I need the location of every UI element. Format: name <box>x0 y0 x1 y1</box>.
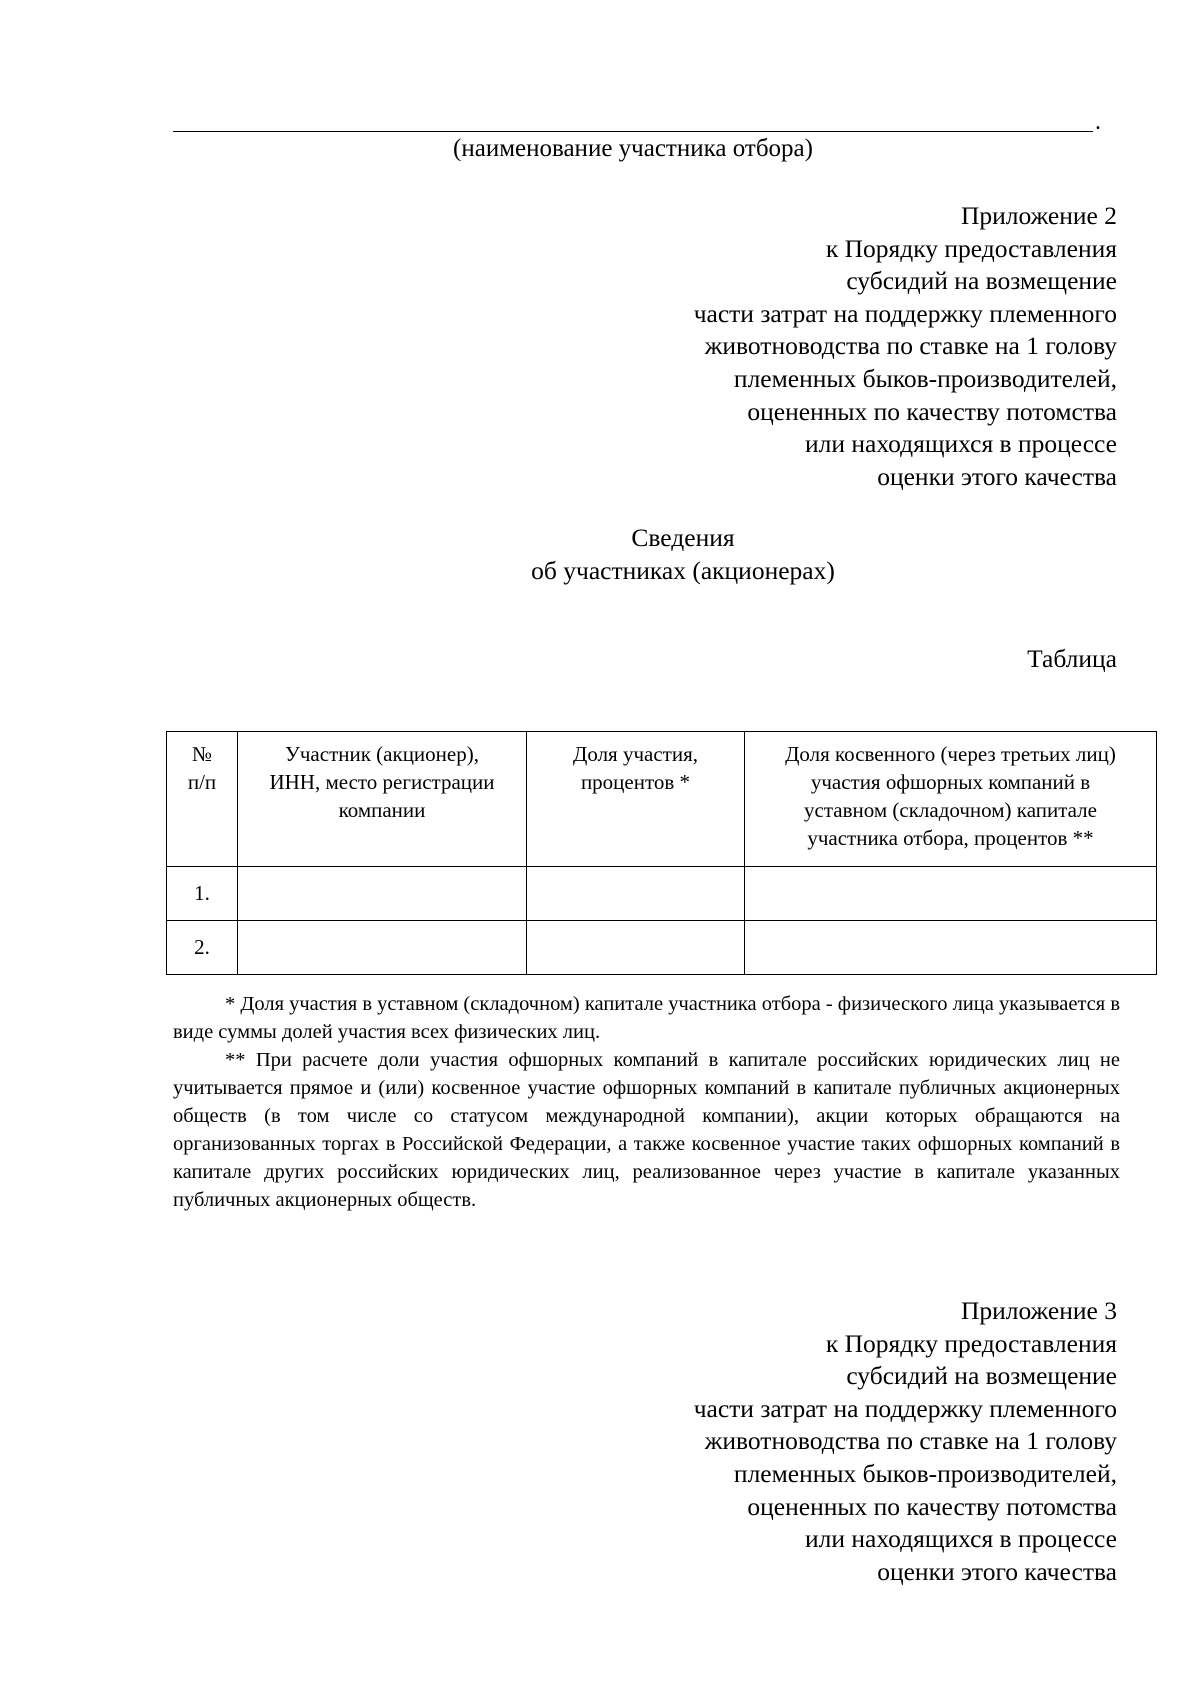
table-header-row <box>167 732 1157 867</box>
header-cell-share: Доля участия, процентов * <box>527 732 745 867</box>
underline-end-period: . <box>1095 109 1101 135</box>
appendix-2-line: или находящихся в процессе <box>804 429 1117 459</box>
appendix-3-line: или находящихся в процессе <box>804 1524 1117 1554</box>
offshore-share-cell <box>745 867 1157 921</box>
header-cell-participant: Участник (акционер), ИНН, место регистрации компании <box>238 732 527 867</box>
footnotes <box>173 990 1120 1214</box>
document-title-line-2: об участниках (акционерах) <box>531 555 835 585</box>
share-cell <box>527 921 745 975</box>
appendix-2-line: Приложение 2 <box>961 201 1117 230</box>
appendix-3-line: к Порядку предоставления <box>825 1328 1117 1358</box>
appendix-3-line: оценки этого качества <box>877 1556 1117 1586</box>
table-label: Таблица <box>1027 644 1117 673</box>
appendix-3-heading <box>520 1295 1117 1588</box>
appendix-2-line: к Порядку предоставления <box>825 233 1117 263</box>
share-cell <box>527 867 745 921</box>
document-title <box>173 522 1193 587</box>
participants-table <box>166 731 1157 975</box>
appendix-3-line: оцененных по качеству потомства <box>747 1491 1117 1521</box>
footnote-single-asterisk: * Доля участия в уставном (складочном) капитале участника отбора - физического лица указывается в виде суммы долей участия всех физических лиц. <box>173 993 1120 1043</box>
header-cell-offshore-share: Доля косвенного (через третьих лиц) участия офшорных компаний в уставном (складочном) капитале участника отбора, процентов ** <box>745 732 1157 867</box>
header-cell-number: № п/п <box>167 732 238 867</box>
table-row <box>167 921 1157 975</box>
table-row <box>167 867 1157 921</box>
appendix-3-line: части затрат на поддержку племенного <box>693 1393 1117 1423</box>
appendix-3-line: племенных быков-производителей, <box>733 1458 1117 1488</box>
appendix-2-line: оценки этого качества <box>877 461 1117 491</box>
appendix-2-line: племенных быков-производителей, <box>733 363 1117 393</box>
appendix-3-line: Приложение 3 <box>961 1296 1117 1325</box>
offshore-share-cell <box>745 921 1157 975</box>
appendix-3-line: животноводства по ставке на 1 голову <box>704 1426 1117 1456</box>
document-title-line-1: Сведения <box>631 523 735 552</box>
participant-cell <box>238 867 527 921</box>
appendix-2-heading <box>520 200 1117 493</box>
participant-cell <box>238 921 527 975</box>
appendix-2-line: части затрат на поддержку племенного <box>693 298 1117 328</box>
appendix-2-line: субсидий на возмещение <box>846 266 1117 296</box>
participant-name-caption: (наименование участника отбора) <box>453 135 813 162</box>
footnote-double-asterisk: ** При расчете доли участия офшорных компаний в капитале российских юридических лиц не учитывается прямое и (или) косвенное участие офшорных компаний в капитале публичных акционерных обществ (в том числе со статусом международной компании), акции которых обращаются на организованных торгах в Российской Федерации, а также косвенное участие таких офшорных компаний в капитале других российских юридических лиц, реализованное через участие в капитале указанных публичных акционерных обществ. <box>173 1049 1120 1211</box>
appendix-2-line: животноводства по ставке на 1 голову <box>704 331 1117 361</box>
participant-name-underline <box>173 131 1093 132</box>
appendix-2-line: оцененных по качеству потомства <box>747 396 1117 426</box>
row-number-cell: 2. <box>167 921 238 975</box>
row-number-cell: 1. <box>167 867 238 921</box>
appendix-3-line: субсидий на возмещение <box>846 1361 1117 1391</box>
